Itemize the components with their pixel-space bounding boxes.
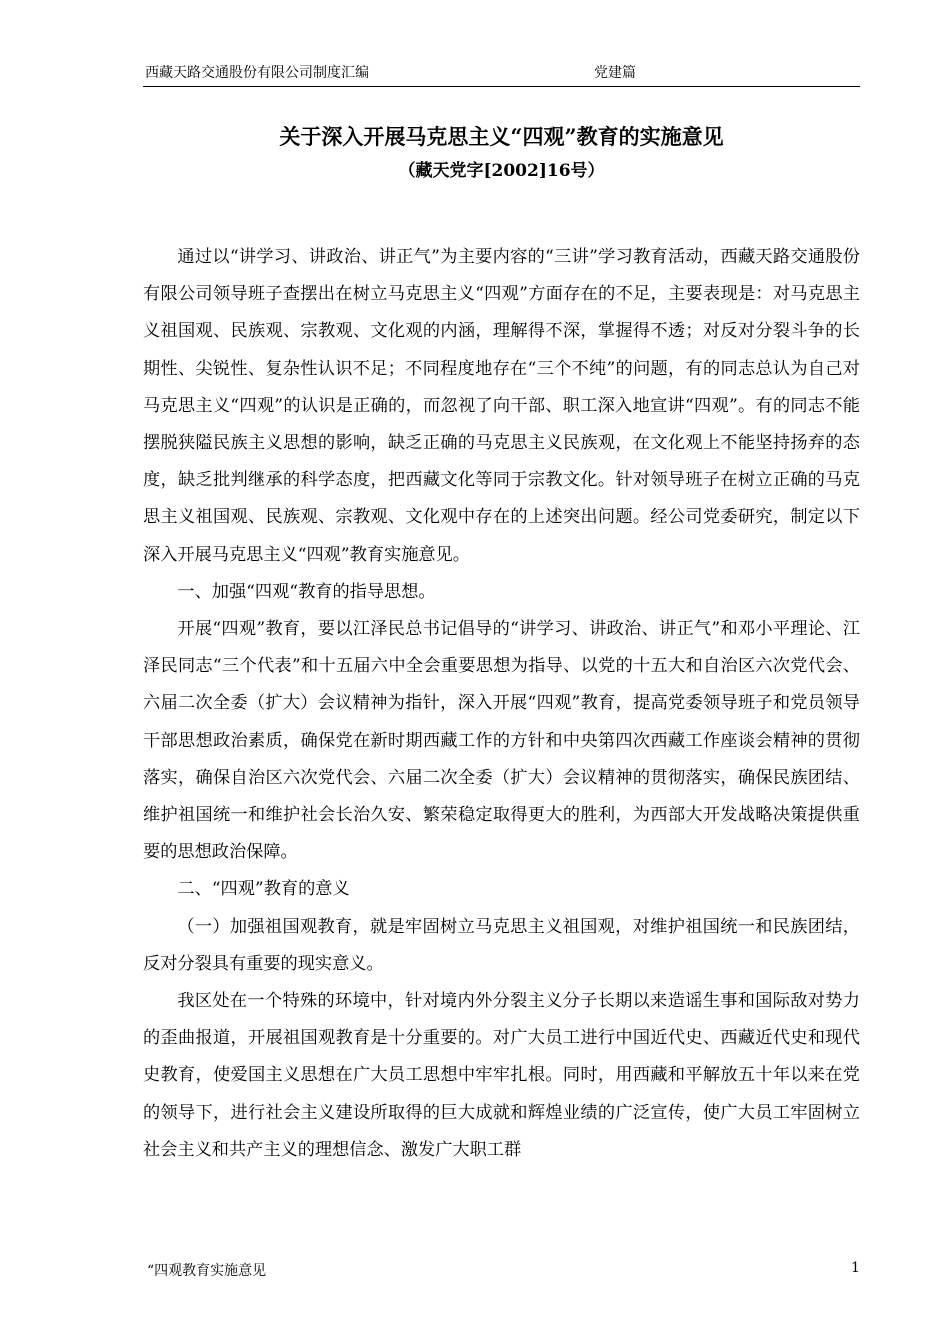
header-right-text: 党建篇 (594, 65, 636, 81)
section-heading-2: 二、“四观”教育的意义 (177, 879, 350, 900)
document-number: （藏天党字[2002]16号） (398, 161, 605, 181)
header-left-text: 西藏天路交通股份有限公司制度汇编 (145, 65, 369, 81)
page-header (143, 62, 860, 87)
paragraph-intro: 通过以“讲学习、讲政治、讲正气”为主要内容的“三讲”学习教育活动，西藏天路交通股份有限公司领导班子查摆出在树立马克思主义“四观”方面存在的不足，主要表现是：对马克思主义祖国观、民族观、宗教观、文化观的内涵，理解得不深，掌握得不透；对反对分裂斗争的长期性、尖锐性、复杂性认识不足；不同程度地存在“三个不纯”的问题，有的同志总认为自己对马克思主义“四观”的认识是正确的，而忽视了向干部、职工深入地宣讲“四观”。有的同志不能摆脱狭隘民族主义思想的影响，缺乏正确的马克思主义民族观，在文化观上不能坚持扬弃的态度，缺乏批判继承的科学态度，把西藏文化等同于宗教文化。针对领导班子在树立正确的马克思主义祖国观、民族观、宗教观、文化观中存在的上述突出问题。经公司党委研究，制定以下深入开展马克思主义“四观”教育实施意见。 (143, 247, 860, 565)
page-number: 1 (851, 1260, 860, 1276)
section-heading-1: 一、加强“四观“教育的指导思想。 (177, 581, 436, 602)
paragraph-motherland-view: 我区处在一个特殊的环境中，针对境内外分裂主义分子长期以来造谣生事和国际敌对势力的歪曲报道，开展祖国观教育是十分重要的。对广大员工进行中国近代史、西藏近代史和现代史教育，使爱国主义思想在广大员工思想中牢牢扎根。同时，用西藏和平解放五十年以来在党的领导下，进行社会主义建设所取得的巨大成就和辉煌业绩的广泛宣传，使广大员工牢固树立社会主义和共产主义的理想信念、激发广大职工群 (143, 991, 860, 1160)
paragraph-guiding-thought: 开展“四观”教育，要以江泽民总书记倡导的“讲学习、讲政治、讲正气”和邓小平理论、江泽民同志“三个代表”和十五届六中全会重要思想为指导、以党的十五大和自治区六次党代会、六届二次全委（扩大）会议精神为指针，深入开展“四观”教育，提高党委领导班子和党员领导干部思想政治素质，确保党在新时期西藏工作的方针和中央第四次西藏工作座谈会精神的贯彻落实，确保自治区六次党代会、六届二次全委（扩大）会议精神的贯彻落实，确保民族团结、维护祖国统一和维护社会长治久安、繁荣稳定取得更大的胜利，为西部大开发战略决策提供重要的思想政治保障。 (143, 619, 860, 863)
subsection-heading-1: （一）加强祖国观教育，就是牢固树立马克思主义祖国观，对维护祖国统一和民族团结，反对分裂具有重要的现实意义。 (143, 916, 860, 974)
document-title: 关于深入开展马克思主义“四观”教育的实施意见 (279, 124, 724, 149)
document-body (143, 239, 860, 1169)
footer-title: “四观教育实施意见 (147, 1263, 267, 1279)
